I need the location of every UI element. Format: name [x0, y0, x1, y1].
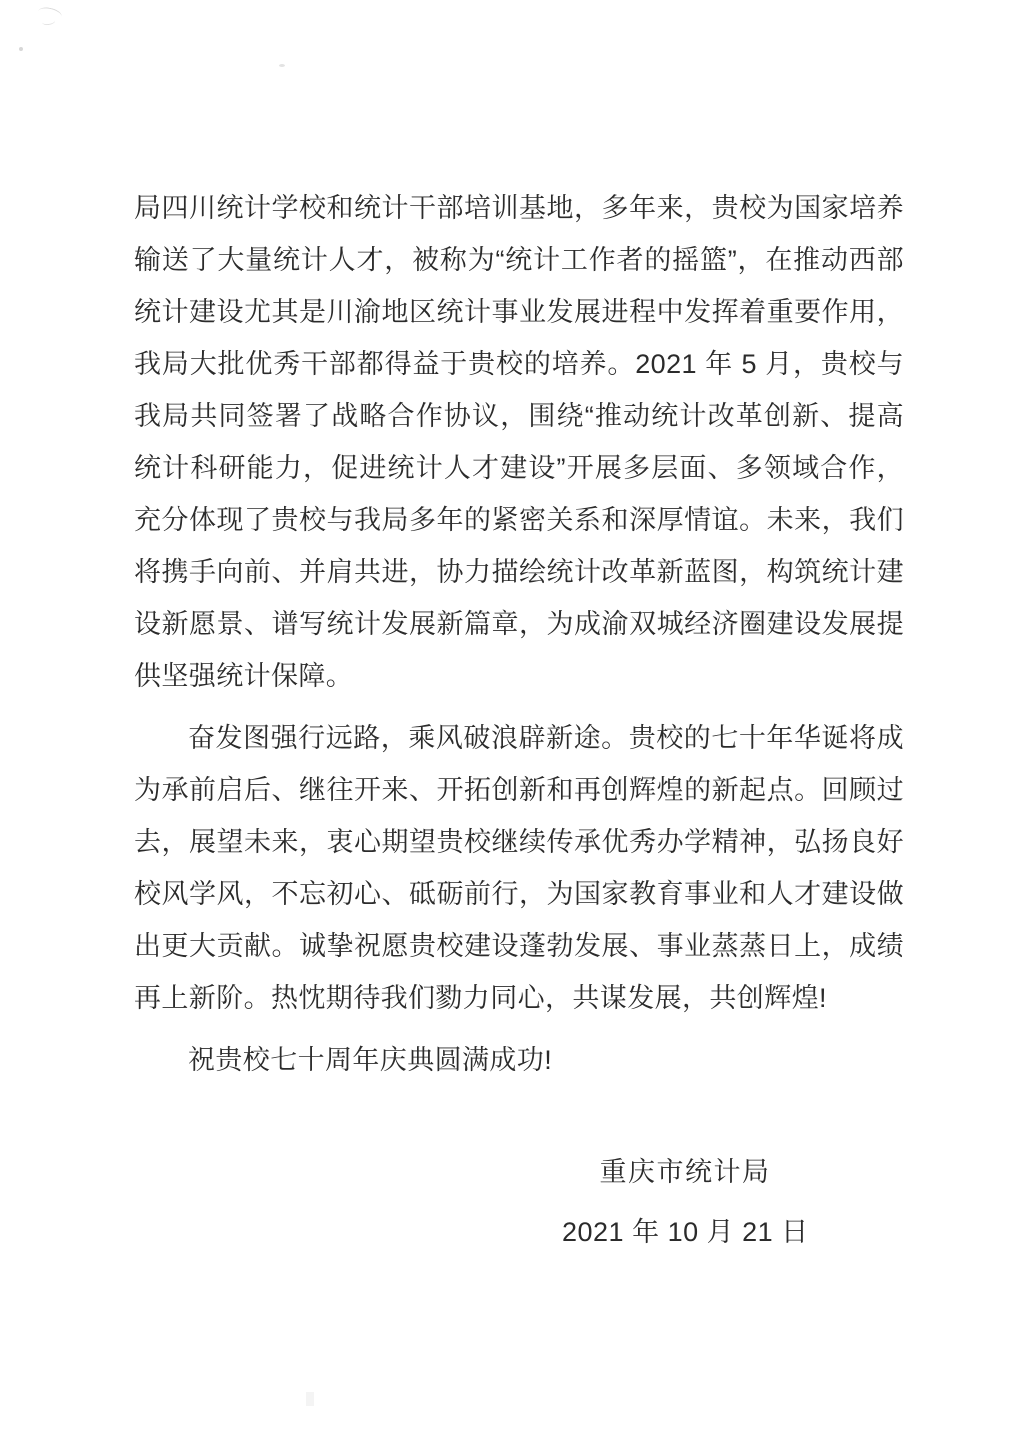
scan-speckle — [279, 64, 285, 67]
letter-paragraph: 局四川统计学校和统计干部培训基地，多年来，贵校为国家培养输送了大量统计人才，被称为“统计工作者的摇篮”，在推动西部统计建设尤其是川渝地区统计事业发展进程中发挥着重要作用，我局大批优秀干部都得益于贵校的培养。2021 年 5 月，贵校与我局共同签署了战略合作协议，围绕“推动统计改革创新、提高统计科研能力，促进统计人才建设”开展多层面、多领域合作，充分体现了贵校与我局多年的紧密关系和深厚情谊。未来，我们将携手向前、并肩共进，协力描绘统计改革新蓝图，构筑统计建设新愿景、谱写统计发展新篇章，为成渝双城经济圈建设发展提供坚强统计保障。 — [134, 193, 904, 691]
signature-date: 2021 年 10 月 21 日 — [562, 1217, 809, 1247]
letter-paragraph: 祝贵校七十周年庆典圆满成功! — [188, 1045, 553, 1075]
scan-speckle — [42, 17, 56, 26]
scan-speckle — [306, 1392, 314, 1406]
letter-body — [134, 182, 904, 1086]
letter-paragraph: 奋发图强行远路，乘风破浪辟新途。贵校的七十年华诞将成为承前启后、继往开来、开拓创新和再创辉煌的新起点。回顾过去，展望未来，衷心期望贵校继续传承优秀办学精神，弘扬良好校风学风，不忘初心、砥砺前行，为国家教育事业和人才建设做出更大贡献。诚挚祝愿贵校建设蓬勃发展、事业蒸蒸日上，成绩再上新阶。热忱期待我们勠力同心，共谋发展，共创辉煌! — [134, 723, 904, 1013]
signature-block — [562, 1146, 808, 1258]
scan-speckle — [37, 5, 63, 22]
signature-org: 重庆市统计局 — [599, 1157, 771, 1187]
scan-speckle — [19, 47, 23, 51]
